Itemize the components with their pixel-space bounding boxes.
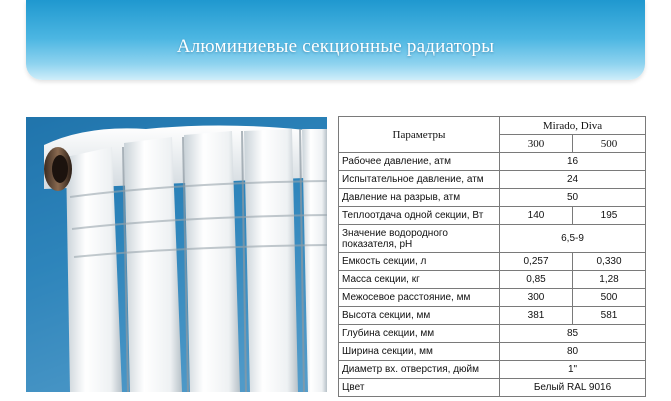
table-row bbox=[339, 171, 646, 189]
row-value-300: 0,85 bbox=[500, 271, 573, 289]
table-row bbox=[339, 189, 646, 207]
table-row bbox=[339, 253, 646, 271]
row-value: 85 bbox=[500, 325, 646, 343]
row-value-300: 140 bbox=[500, 207, 573, 225]
size-300-header: 300 bbox=[500, 135, 573, 153]
row-label: Емкость секции, л bbox=[339, 253, 500, 271]
radiator-image bbox=[26, 117, 327, 392]
size-500-header: 500 bbox=[573, 135, 646, 153]
row-value-300: 0,257 bbox=[500, 253, 573, 271]
row-value-500: 1,28 bbox=[573, 271, 646, 289]
row-label: Глубина секции, мм bbox=[339, 325, 500, 343]
table-row bbox=[339, 289, 646, 307]
row-label: Значение водородного показателя, pH bbox=[339, 225, 500, 253]
table-row bbox=[339, 343, 646, 361]
row-label: Ширина секции, мм bbox=[339, 343, 500, 361]
row-value-500: 581 bbox=[573, 307, 646, 325]
table-row bbox=[339, 153, 646, 171]
row-label: Теплоотдача одной секции, Вт bbox=[339, 207, 500, 225]
row-label: Цвет bbox=[339, 379, 500, 397]
row-value: 24 bbox=[500, 171, 646, 189]
row-value: 80 bbox=[500, 343, 646, 361]
table-row bbox=[339, 361, 646, 379]
row-label: Межосевое расстояние, мм bbox=[339, 289, 500, 307]
row-value-300: 381 bbox=[500, 307, 573, 325]
table-row bbox=[339, 307, 646, 325]
specs-table bbox=[338, 116, 646, 397]
table-header-row bbox=[339, 117, 646, 135]
row-label: Высота секции, мм bbox=[339, 307, 500, 325]
row-value-500: 0,330 bbox=[573, 253, 646, 271]
table-row bbox=[339, 225, 646, 253]
model-header: Mirado, Diva bbox=[500, 117, 646, 135]
table-row bbox=[339, 325, 646, 343]
table-row bbox=[339, 271, 646, 289]
row-value: Белый RAL 9016 bbox=[500, 379, 646, 397]
title-banner bbox=[26, 0, 645, 80]
row-value: 16 bbox=[500, 153, 646, 171]
row-label: Диаметр вх. отверстия, дюйм bbox=[339, 361, 500, 379]
row-value: 1" bbox=[500, 361, 646, 379]
row-label: Испытательное давление, атм bbox=[339, 171, 500, 189]
row-value-300: 300 bbox=[500, 289, 573, 307]
row-label: Рабочее давление, атм bbox=[339, 153, 500, 171]
row-label: Давление на разрыв, атм bbox=[339, 189, 500, 207]
row-value-500: 500 bbox=[573, 289, 646, 307]
row-value: 6,5-9 bbox=[500, 225, 646, 253]
radiator-photo bbox=[26, 117, 327, 392]
row-value: 50 bbox=[500, 189, 646, 207]
row-value-500: 195 bbox=[573, 207, 646, 225]
params-header: Параметры bbox=[339, 117, 500, 153]
row-label: Масса секции, кг bbox=[339, 271, 500, 289]
table-row bbox=[339, 379, 646, 397]
table-row bbox=[339, 207, 646, 225]
page-title: Алюминиевые секционные радиаторы bbox=[176, 36, 495, 57]
